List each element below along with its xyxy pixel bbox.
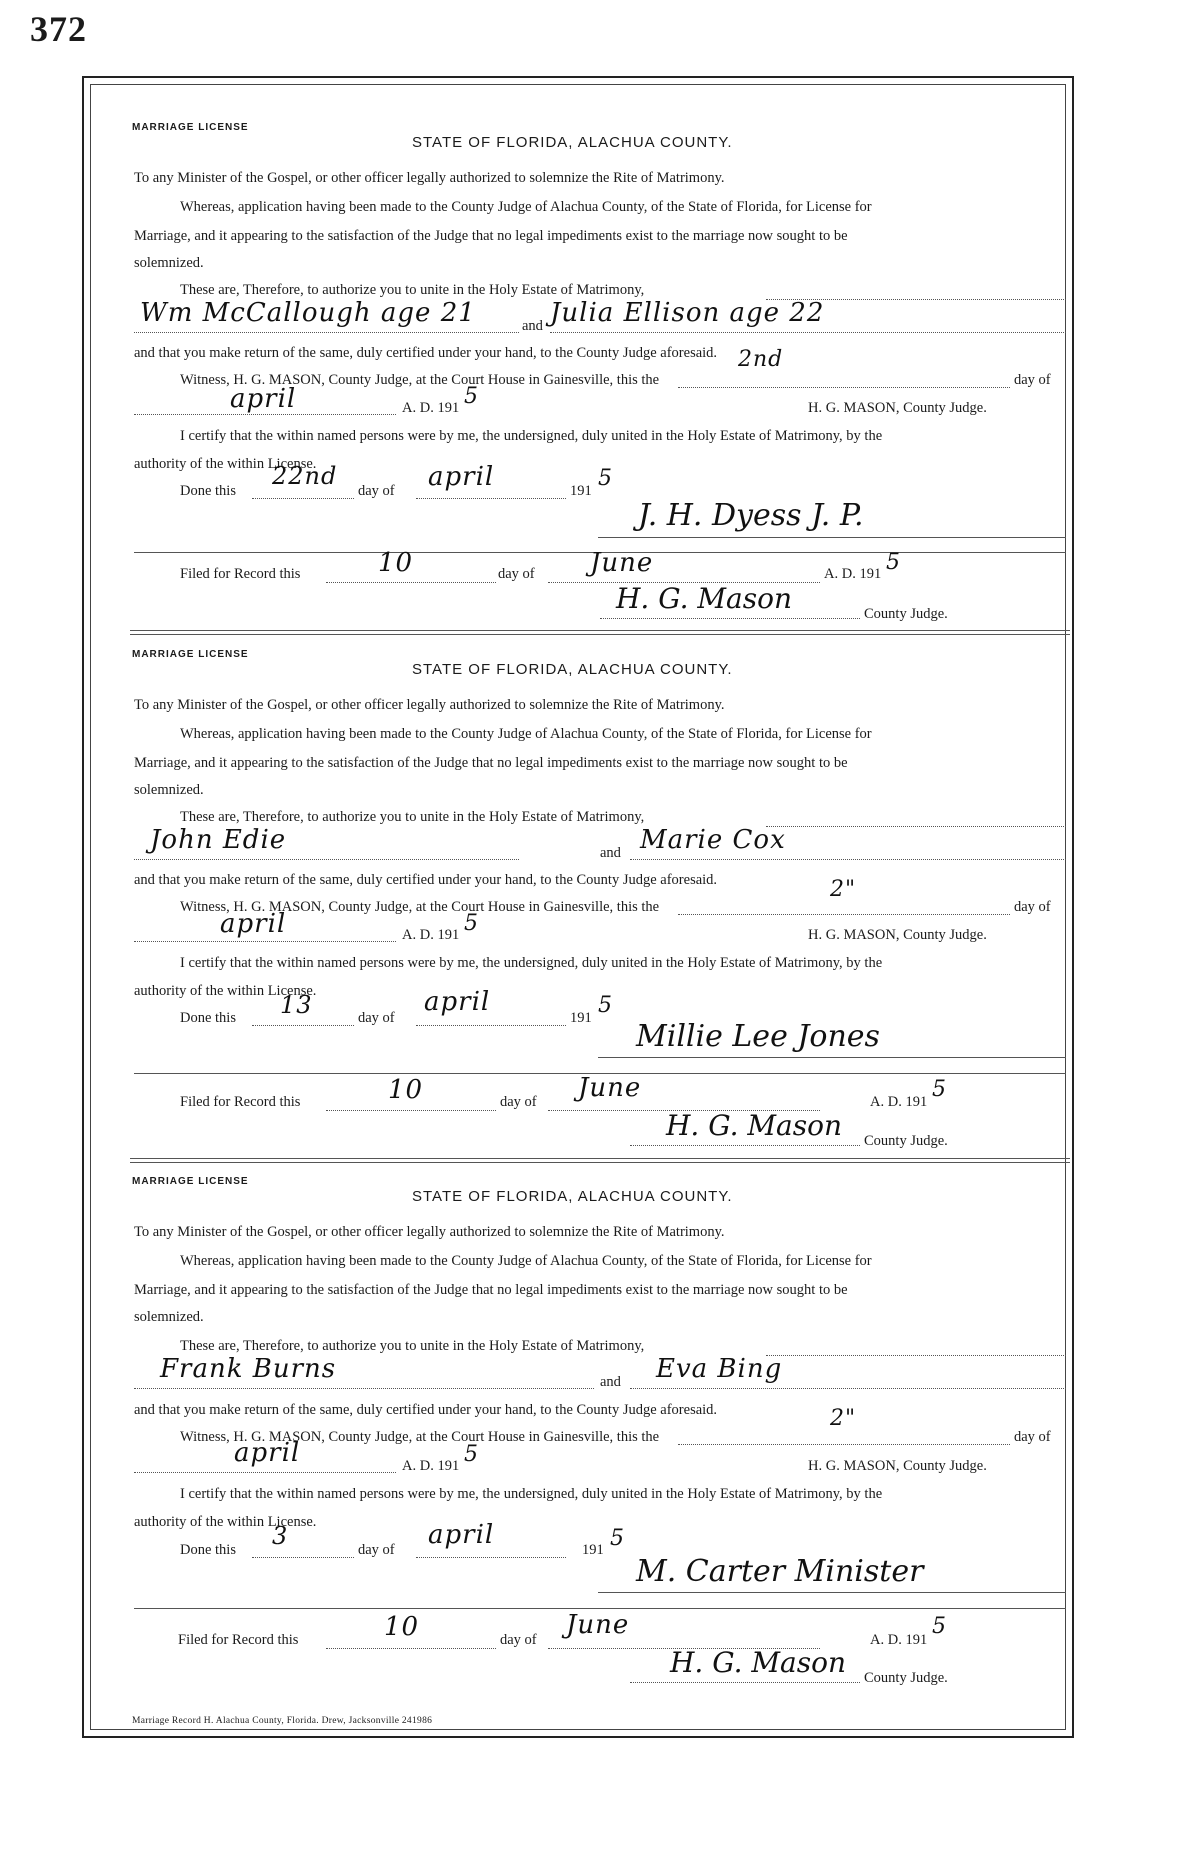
- county-judge-text: County Judge.: [864, 1670, 948, 1686]
- filed-digit: 5: [932, 1614, 947, 1639]
- groom-line: [134, 1388, 594, 1389]
- ad-year-digit: 5: [464, 1442, 479, 1467]
- done-this-text: Done this: [180, 1010, 236, 1026]
- certify-line-1: I certify that the within named persons were by me, the undersigned, duly united in the Holy Estate of Matrimony, by the: [180, 1486, 883, 1502]
- recorder-line: [630, 1145, 860, 1146]
- groom-name: Frank Burns: [160, 1354, 337, 1384]
- witness-text: Witness, H. G. MASON, County Judge, at the Court House in Gainesville, this the: [180, 372, 660, 388]
- done-year-digit: 5: [598, 993, 613, 1018]
- done-month-line: [416, 1557, 566, 1558]
- authorize-text: These are, Therefore, to authorize you to unite in the Holy Estate of Matrimony,: [180, 1338, 645, 1354]
- and-word: and: [600, 845, 621, 861]
- page-footer: Marriage Record H. Alachua County, Florida. Drew, Jacksonville 241986: [132, 1716, 433, 1726]
- license-heading: STATE OF FLORIDA, ALACHUA COUNTY.: [412, 134, 733, 151]
- officiant-signature: M. Carter Minister: [636, 1554, 924, 1589]
- witness-month: april: [234, 1438, 301, 1468]
- filed-day: 10: [378, 548, 414, 578]
- license-divider: [130, 1162, 1070, 1163]
- filed-day-line: [326, 1648, 496, 1649]
- judge-title: H. G. MASON, County Judge.: [808, 927, 987, 943]
- ad-year-prefix: A. D. 191: [402, 1458, 460, 1474]
- authorize-dots: [766, 1355, 1066, 1356]
- county-judge-text: County Judge.: [864, 606, 948, 622]
- bride-name: Marie Cox: [640, 825, 786, 855]
- to-minister-text: To any Minister of the Gospel, or other officer legally authorized to solemnize the Rite of Matrimony.: [134, 170, 725, 186]
- groom-line: [134, 859, 519, 860]
- day-of-text: day of: [1014, 899, 1051, 915]
- recorder-line: [600, 618, 860, 619]
- return-clause: and that you make return of the same, duly certified under your hand, to the County Judge aforesaid.: [134, 1402, 718, 1418]
- license-label: MARRIAGE LICENSE: [132, 649, 249, 660]
- license-divider: [130, 630, 1070, 631]
- done-day-of: day of: [358, 483, 395, 499]
- bride-line: [630, 859, 1066, 860]
- license-heading: STATE OF FLORIDA, ALACHUA COUNTY.: [412, 661, 733, 678]
- witness-text: Witness, H. G. MASON, County Judge, at the Court House in Gainesville, this the: [180, 1429, 660, 1445]
- certify-line-1: I certify that the within named persons were by me, the undersigned, duly united in the Holy Estate of Matrimony, by the: [180, 428, 883, 444]
- witness-day-line: [678, 1444, 1010, 1445]
- witness-day: 2": [830, 1406, 857, 1431]
- bride-line: [550, 332, 1066, 333]
- filed-day: 10: [388, 1075, 424, 1105]
- judge-title: H. G. MASON, County Judge.: [808, 1458, 987, 1474]
- filed-separator: [134, 1608, 1066, 1609]
- bride-line: [630, 1388, 1066, 1389]
- filed-digit: 5: [886, 550, 901, 575]
- whereas-line-3: solemnized.: [134, 1309, 204, 1325]
- done-year-prefix: 191: [582, 1542, 604, 1558]
- done-month: april: [428, 462, 495, 492]
- whereas-line-3: solemnized.: [134, 255, 204, 271]
- done-day-line: [252, 1025, 354, 1026]
- done-this-text: Done this: [180, 1542, 236, 1558]
- whereas-line-1: Whereas, application having been made to the County Judge of Alachua County, of the State of Florida, for License for: [180, 726, 872, 742]
- marriage-license-3: [130, 1176, 1070, 1696]
- officiant-line: [598, 1057, 1066, 1058]
- filed-month: June: [566, 1610, 630, 1640]
- filed-day-line: [326, 1110, 496, 1111]
- whereas-line-2: Marriage, and it appearing to the satisfaction of the Judge that no legal impediments exist to the marriage now sought to be: [134, 1282, 848, 1298]
- witness-month-line: [134, 414, 396, 415]
- done-month-line: [416, 1025, 566, 1026]
- filed-for-record-text: Filed for Record this: [178, 1632, 299, 1648]
- authorize-text: These are, Therefore, to authorize you to unite in the Holy Estate of Matrimony,: [180, 809, 645, 825]
- judge-title: H. G. MASON, County Judge.: [808, 400, 987, 416]
- done-year-digit: 5: [598, 466, 613, 491]
- done-year-digit: 5: [610, 1526, 625, 1551]
- officiant-signature: Millie Lee Jones: [636, 1019, 880, 1054]
- ad-year-prefix: A. D. 191: [402, 400, 460, 416]
- license-label: MARRIAGE LICENSE: [132, 122, 249, 133]
- filed-day-of: day of: [500, 1632, 537, 1648]
- bride-name: Eva Bing: [656, 1354, 783, 1384]
- groom-name: John Edie: [150, 825, 287, 855]
- done-month: april: [424, 987, 491, 1017]
- officiant-signature: J. H. Dyess J. P.: [638, 498, 864, 533]
- groom-name: Wm McCallough age 21: [140, 298, 476, 328]
- done-year-prefix: 191: [570, 483, 592, 499]
- done-month-line: [416, 498, 566, 499]
- witness-month-line: [134, 941, 396, 942]
- filed-ad: A. D. 191: [870, 1094, 928, 1110]
- done-day: 3: [272, 1522, 289, 1550]
- whereas-line-1: Whereas, application having been made to the County Judge of Alachua County, of the State of Florida, for License for: [180, 1253, 872, 1269]
- ad-year-digit: 5: [464, 911, 479, 936]
- recorder-signature: H. G. Mason: [616, 582, 793, 615]
- certify-line-1: I certify that the within named persons were by me, the undersigned, duly united in the Holy Estate of Matrimony, by the: [180, 955, 883, 971]
- witness-month: april: [220, 909, 287, 939]
- certify-line-2: authority of the within License.: [134, 456, 317, 472]
- marriage-license-2: [130, 649, 1070, 1169]
- authorize-dots: [766, 826, 1066, 827]
- whereas-line-2: Marriage, and it appearing to the satisfaction of the Judge that no legal impediments exist to the marriage now sought to be: [134, 228, 848, 244]
- filed-for-record-text: Filed for Record this: [180, 566, 301, 582]
- to-minister-text: To any Minister of the Gospel, or other officer legally authorized to solemnize the Rite of Matrimony.: [134, 697, 725, 713]
- filed-month: June: [590, 548, 654, 578]
- return-clause: and that you make return of the same, duly certified under your hand, to the County Judge aforesaid.: [134, 872, 718, 888]
- done-year-prefix: 191: [570, 1010, 592, 1026]
- officiant-line: [598, 537, 1066, 538]
- to-minister-text: To any Minister of the Gospel, or other officer legally authorized to solemnize the Rite of Matrimony.: [134, 1224, 725, 1240]
- done-day-line: [252, 498, 354, 499]
- filed-day-of: day of: [498, 566, 535, 582]
- done-month: april: [428, 1520, 495, 1550]
- witness-month: april: [230, 384, 297, 414]
- and-word: and: [600, 1374, 621, 1390]
- witness-day: 2nd: [738, 347, 784, 372]
- officiant-line: [598, 1592, 1066, 1593]
- whereas-line-2: Marriage, and it appearing to the satisfaction of the Judge that no legal impediments exist to the marriage now sought to be: [134, 755, 848, 771]
- whereas-line-3: solemnized.: [134, 782, 204, 798]
- done-day-of: day of: [358, 1010, 395, 1026]
- marriage-license-1: [130, 122, 1070, 642]
- license-divider: [130, 634, 1070, 635]
- day-of-text: day of: [1014, 1429, 1051, 1445]
- page-number: 372: [30, 9, 87, 49]
- done-day: 13: [280, 991, 313, 1019]
- groom-line: [134, 332, 519, 333]
- whereas-line-1: Whereas, application having been made to the County Judge of Alachua County, of the State of Florida, for License for: [180, 199, 872, 215]
- and-word: and: [522, 318, 543, 334]
- ad-year-digit: 5: [464, 384, 479, 409]
- county-judge-text: County Judge.: [864, 1133, 948, 1149]
- witness-day: 2": [830, 877, 857, 902]
- done-day-of: day of: [358, 1542, 395, 1558]
- witness-day-line: [678, 387, 1010, 388]
- recorder-line: [630, 1682, 860, 1683]
- done-day-line: [252, 1557, 354, 1558]
- recorder-signature: H. G. Mason: [670, 1646, 847, 1679]
- filed-ad: A. D. 191: [824, 566, 882, 582]
- witness-month-line: [134, 1472, 396, 1473]
- day-of-text: day of: [1014, 372, 1051, 388]
- license-label: MARRIAGE LICENSE: [132, 1176, 249, 1187]
- recorder-signature: H. G. Mason: [666, 1109, 843, 1142]
- certify-line-2: authority of the within License.: [134, 1514, 317, 1530]
- bride-name: Julia Ellison age 22: [550, 298, 825, 328]
- filed-month: June: [578, 1073, 642, 1103]
- filed-for-record-text: Filed for Record this: [180, 1094, 301, 1110]
- certify-line-2: authority of the within License.: [134, 983, 317, 999]
- done-day: 22nd: [272, 462, 338, 490]
- filed-day-line: [326, 582, 496, 583]
- filed-digit: 5: [932, 1077, 947, 1102]
- filed-day-of: day of: [500, 1094, 537, 1110]
- filed-ad: A. D. 191: [870, 1632, 928, 1648]
- return-clause: and that you make return of the same, duly certified under your hand, to the County Judge aforesaid.: [134, 345, 718, 361]
- witness-day-line: [678, 914, 1010, 915]
- done-this-text: Done this: [180, 483, 236, 499]
- license-heading: STATE OF FLORIDA, ALACHUA COUNTY.: [412, 1188, 733, 1205]
- filed-day: 10: [384, 1612, 420, 1642]
- ad-year-prefix: A. D. 191: [402, 927, 460, 943]
- license-divider: [130, 1158, 1070, 1159]
- authorize-text: These are, Therefore, to authorize you to unite in the Holy Estate of Matrimony,: [180, 282, 645, 298]
- witness-text: Witness, H. G. MASON, County Judge, at the Court House in Gainesville, this the: [180, 899, 660, 915]
